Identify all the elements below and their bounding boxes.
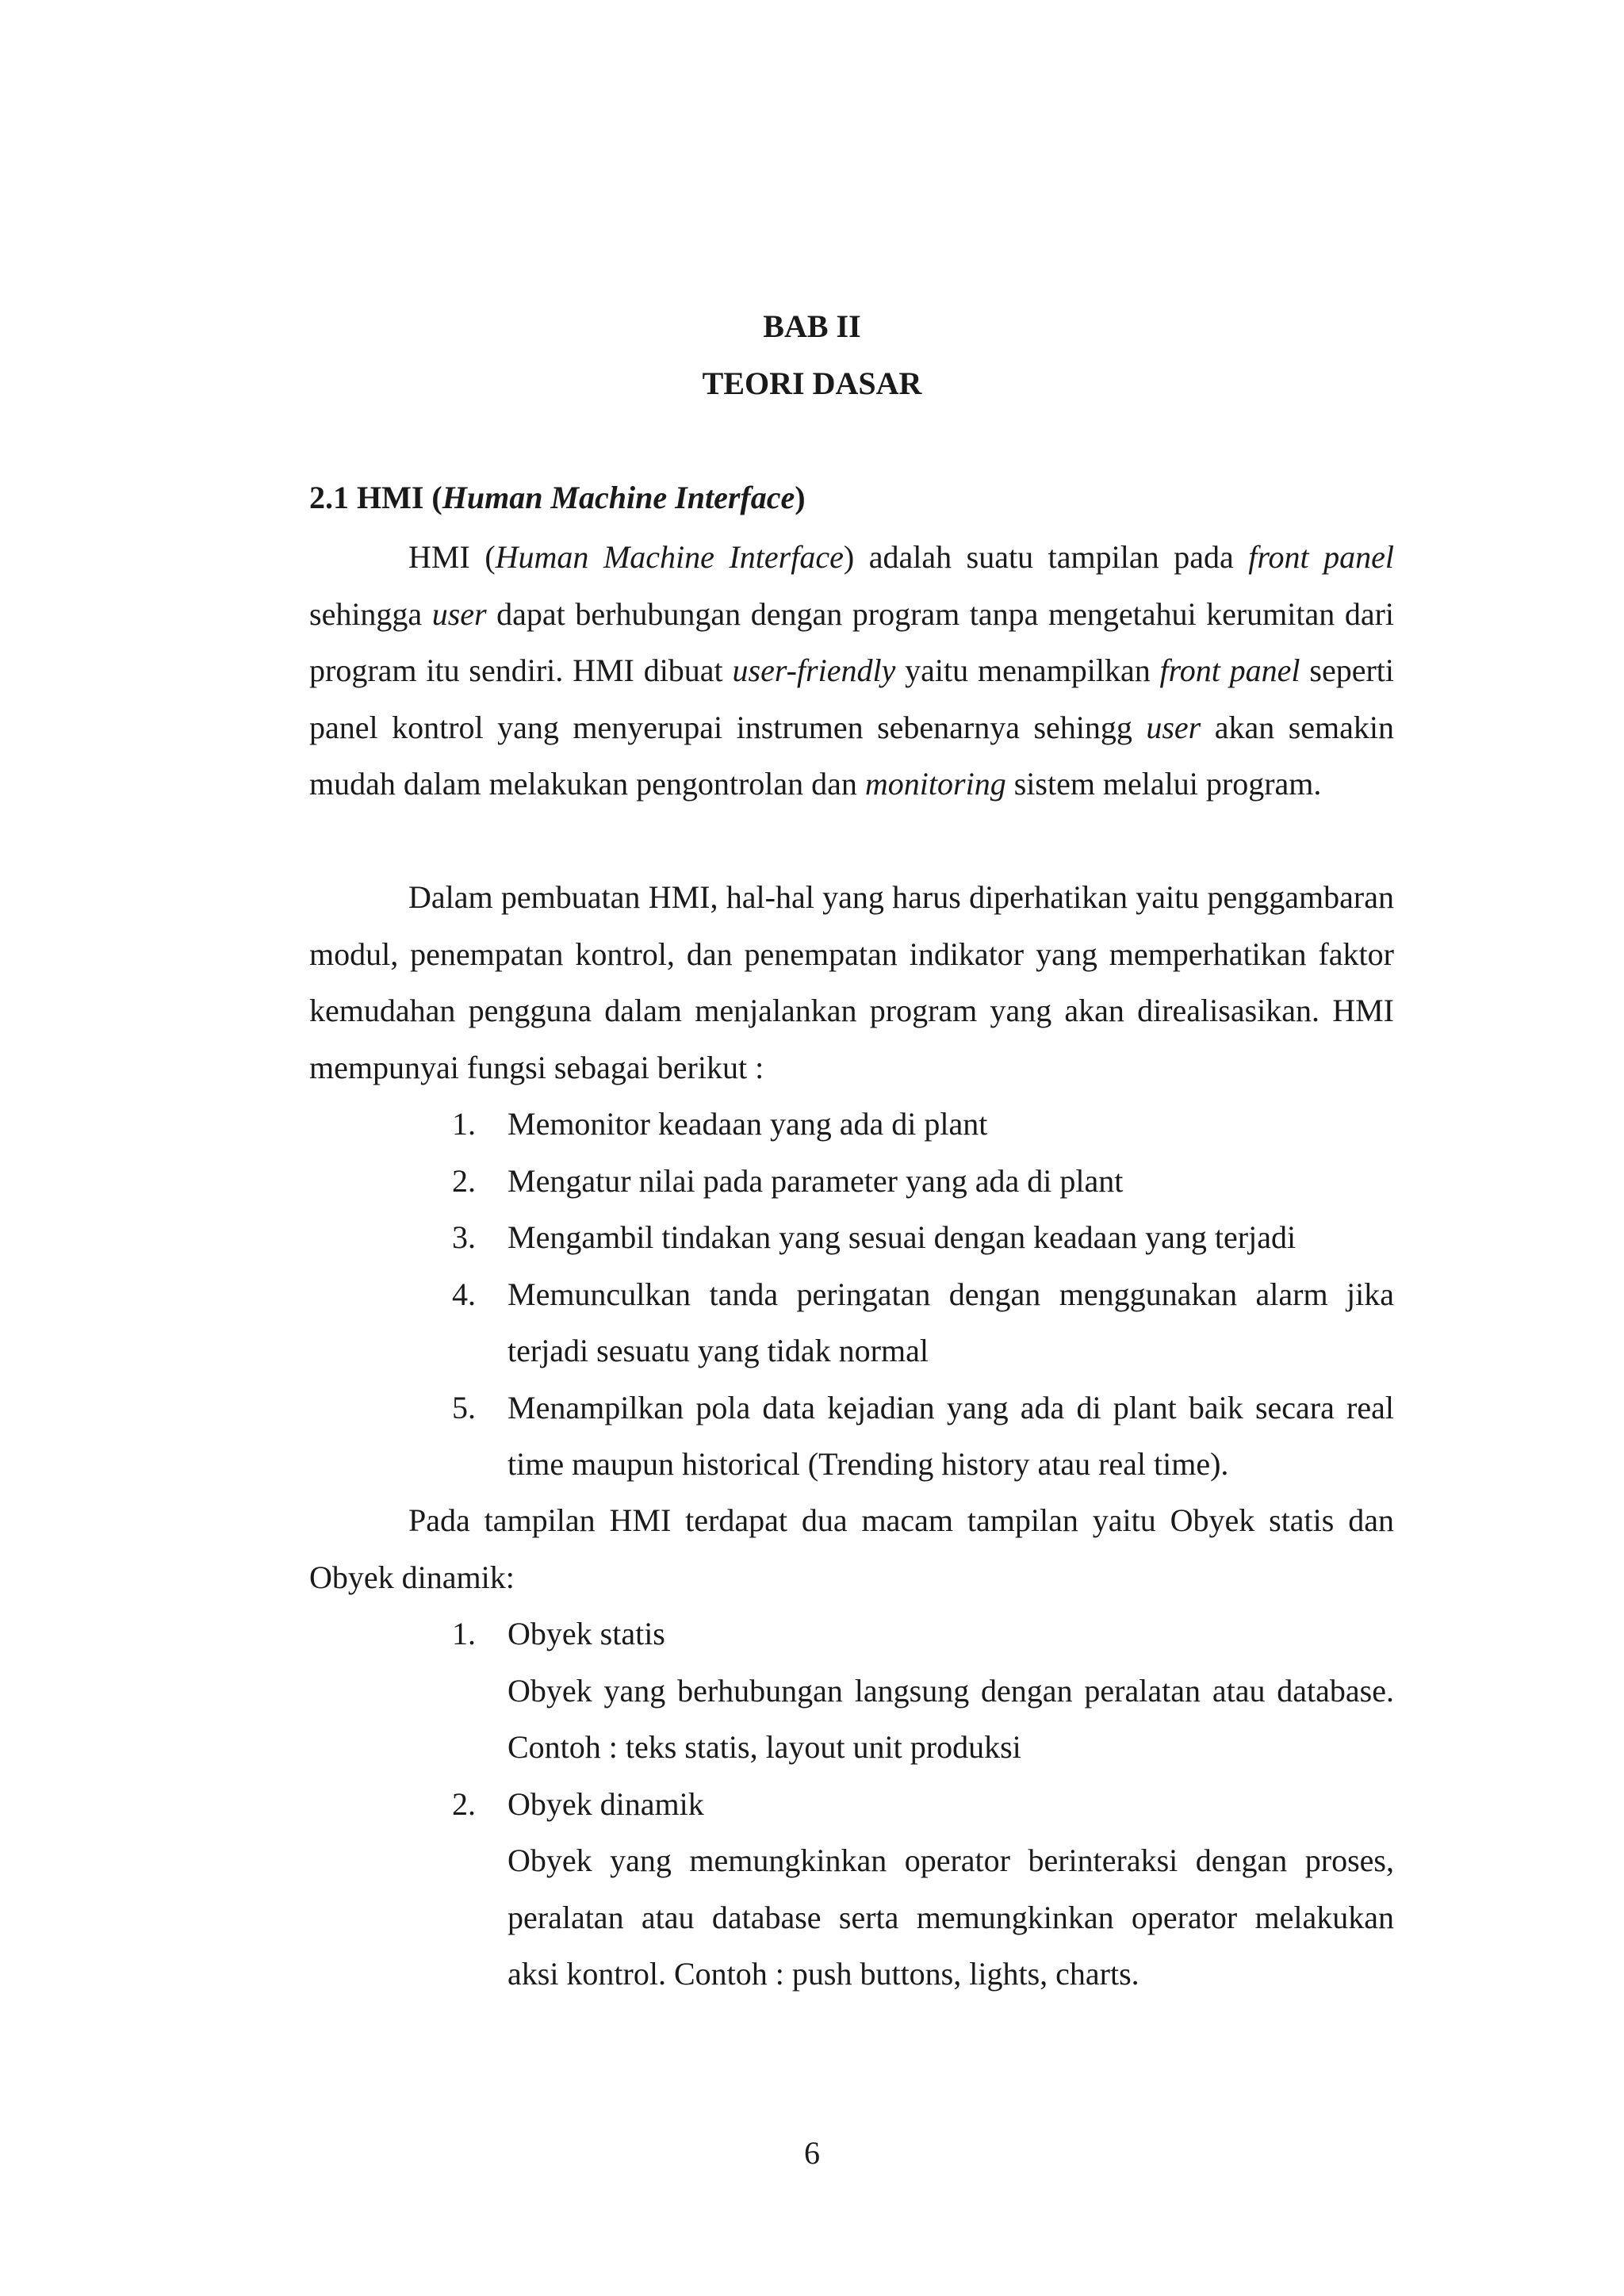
section-heading-suffix: ) — [795, 480, 806, 515]
list-item-number: 2. — [452, 1785, 476, 1822]
page-number: 6 — [804, 2135, 820, 2171]
italic-run: front panel — [1248, 539, 1394, 575]
list-item-number: 1. — [452, 1616, 476, 1651]
text-run: seperti panel kontrol yang menyerupai instrumen sebenarnya sehingg — [309, 652, 1394, 745]
italic-run: user-friendly — [732, 652, 896, 688]
list-item-text: Mengambil tindakan yang sesuai dengan keadaan yang terjadi — [508, 1219, 1297, 1255]
list-item-text: Mengatur nilai pada parameter yang ada di plant — [508, 1162, 1124, 1199]
list-item-text: Menampilkan pola data kejadian yang ada di plant baik secara real time maupun historical (Trending history atau real time). — [508, 1389, 1394, 1482]
list-item — [452, 1776, 1394, 2003]
text-run: sistem melalui program. — [1005, 766, 1322, 802]
list-item — [452, 1605, 1394, 1776]
section-heading-prefix: 2.1 HMI ( — [309, 480, 442, 515]
italic-run: user — [1146, 709, 1201, 745]
list-item-number: 3. — [452, 1219, 476, 1255]
list-item-number: 1. — [452, 1106, 476, 1142]
list-item-number: 2. — [452, 1162, 476, 1199]
hmi-objects-list — [452, 1605, 1394, 2003]
paragraph-hmi-definition — [309, 529, 1394, 813]
list-item-text: Memonitor keadaan yang ada di plant — [508, 1106, 988, 1142]
list-item-description: Obyek yang berhubungan langsung dengan peralatan atau database. Contoh : teks statis, layout unit produksi — [508, 1672, 1394, 1765]
italic-run: Human Machine Interface — [495, 539, 844, 575]
list-item — [452, 1380, 1394, 1493]
list-item-description: Obyek yang memungkinkan operator berinteraksi dengan proses, peralatan atau database serta memungkinkan operator melakukan aksi kontrol. Contoh : push buttons, lights, charts. — [508, 1843, 1394, 1992]
section-heading — [309, 479, 806, 517]
text-run: sehingga — [309, 595, 432, 632]
list-item — [452, 1153, 1394, 1210]
list-item-text: Memunculkan tanda peringatan dengan menggunakan alarm jika terjadi sesuatu yang tidak normal — [508, 1276, 1394, 1368]
text-run: dapat berhubungan dengan program tanpa mengetahui kerumitan dari program itu sendiri. HMI dibuat — [309, 595, 1395, 688]
list-item — [452, 1266, 1394, 1380]
text-run: ) adalah suatu tampilan pada — [843, 539, 1249, 575]
list-item-title: Obyek dinamik — [508, 1785, 704, 1822]
italic-run: monitoring — [864, 766, 1006, 802]
text-run: yaitu menampilkan — [895, 652, 1160, 688]
italic-run: user — [431, 595, 487, 632]
chapter-title: TEORI DASAR — [702, 365, 922, 401]
list-item — [452, 1096, 1394, 1153]
text-run: akan semakin mudah dalam melakukan pengontrolan dan — [309, 709, 1395, 802]
italic-run: front panel — [1159, 652, 1300, 688]
list-item-title: Obyek statis — [508, 1616, 665, 1651]
chapter-number: BAB II — [763, 308, 861, 344]
list-item-number: 5. — [452, 1389, 476, 1425]
paragraph-hmi-design: Dalam pembuatan HMI, hal-hal yang harus diperhatikan yaitu penggambaran modul, penempatan kontrol, dan penempatan indikator yang memperhatikan faktor kemudahan pengguna dalam menjalankan program yang akan direalisasikan. HMI mempunyai fungsi sebagai berikut : — [309, 879, 1394, 1085]
list-item — [452, 1209, 1394, 1266]
paragraph-hmi-objects: Pada tampilan HMI terdapat dua macam tampilan yaitu Obyek statis dan Obyek dinamik: — [309, 1502, 1394, 1595]
hmi-functions-list — [452, 1096, 1394, 1493]
section-heading-italic: Human Machine Interface — [442, 480, 795, 515]
text-run: HMI ( — [408, 539, 496, 575]
list-item-number: 4. — [452, 1276, 476, 1312]
